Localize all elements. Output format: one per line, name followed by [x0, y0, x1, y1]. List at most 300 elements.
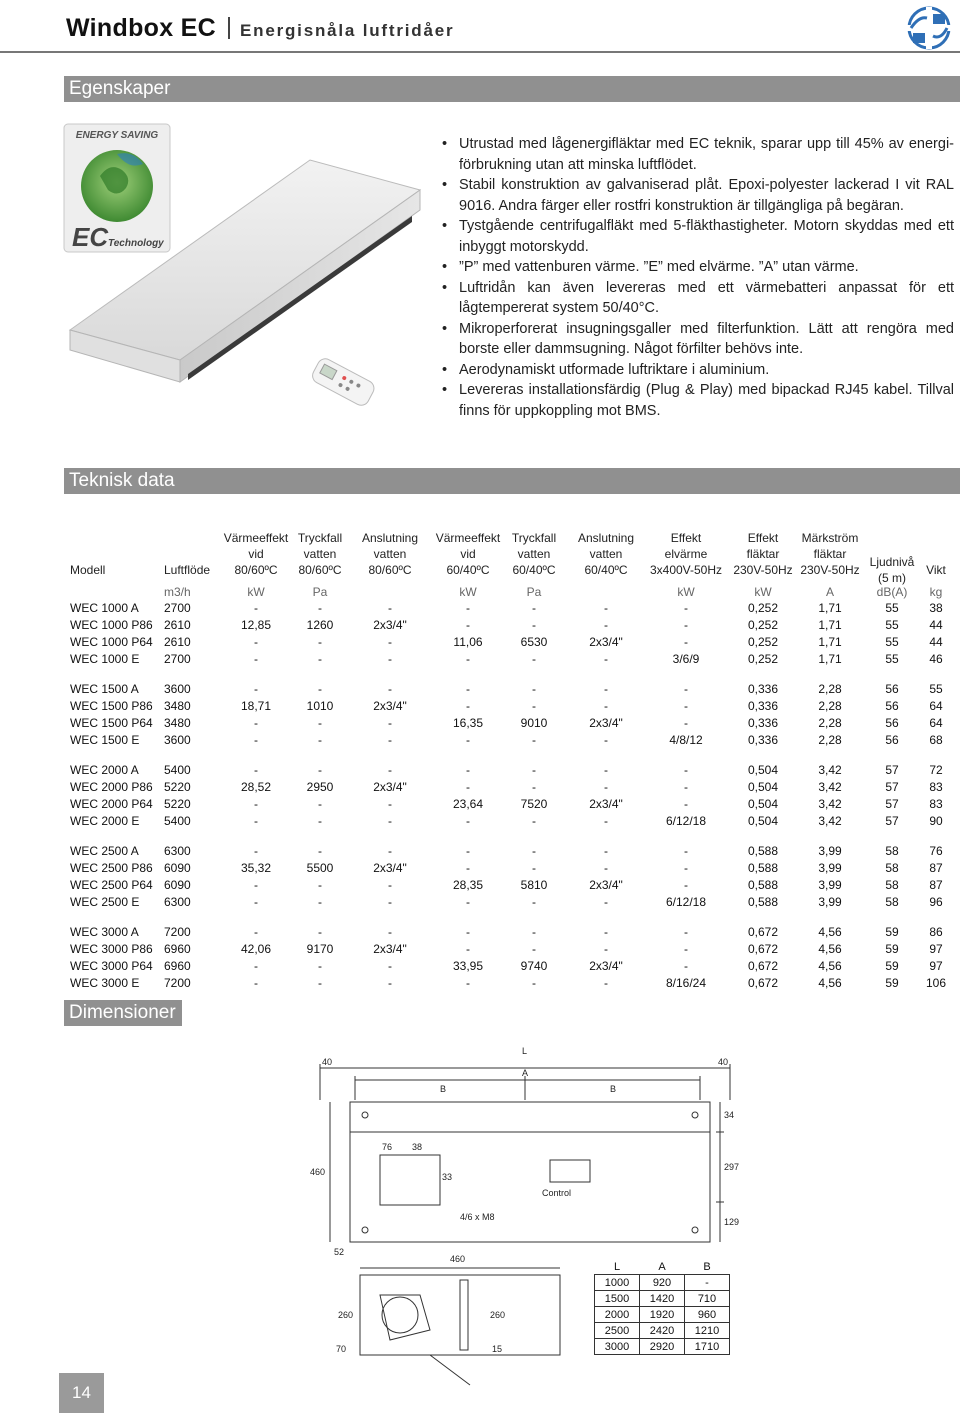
table-cell: 0,672	[747, 959, 779, 973]
table-cell: 0,252	[747, 601, 779, 615]
table-cell: -	[466, 844, 470, 858]
table-header-text: 60/40ºC	[584, 563, 628, 577]
dim-label: 297	[724, 1162, 740, 1172]
table-cell: 6090	[164, 861, 191, 875]
table-cell: 96	[929, 895, 943, 909]
table-cell: 2x3/4"	[589, 716, 623, 730]
table-header-text: 80/60ºC	[234, 563, 278, 577]
table-cell: 86	[929, 925, 943, 939]
table-cell: -	[254, 797, 258, 811]
table-cell: -	[466, 976, 470, 990]
table-cell: -	[318, 959, 322, 973]
table-row	[64, 652, 950, 669]
table-cell: 55	[929, 682, 943, 696]
model-cell: WEC 2500 P86	[70, 861, 153, 875]
table-header-text: 60/40ºC	[512, 563, 556, 577]
dim-cell: 2920	[640, 1339, 685, 1355]
table-cell: 3,42	[818, 797, 842, 811]
table-cell: 56	[885, 733, 899, 747]
table-unit: A	[825, 585, 835, 599]
table-cell: 0,672	[747, 925, 779, 939]
table-cell: -	[532, 618, 536, 632]
table-cell: -	[318, 601, 322, 615]
table-cell: 3,99	[818, 861, 842, 875]
table-cell: 2x3/4"	[373, 942, 407, 956]
holes-label: 4/6 x M8	[460, 1212, 495, 1222]
table-cell: 8/16/24	[665, 976, 707, 990]
table-cell: -	[466, 601, 470, 615]
model-cell: WEC 1000 A	[70, 601, 139, 615]
table-cell: -	[532, 652, 536, 666]
model-cell: WEC 3000 A	[70, 925, 139, 939]
table-cell: 97	[929, 942, 943, 956]
section-bar-dimensions	[64, 1000, 182, 1026]
feature-item: • Tystgående centrifugalfläkt med 5-fläkthastigheter. Motorn skyddas med ett inbyggt motorskydd.	[442, 216, 954, 257]
table-cell: 2x3/4"	[373, 618, 407, 632]
table-cell: 0,504	[747, 780, 779, 794]
dim-label: 40	[718, 1057, 729, 1067]
table-cell: -	[684, 635, 688, 649]
table-cell: 5810	[520, 878, 548, 892]
table-cell: 0,336	[747, 733, 779, 747]
table-cell: -	[388, 601, 392, 615]
table-cell: 64	[929, 699, 943, 713]
table-cell: -	[466, 814, 470, 828]
dim-cell: 2420	[640, 1323, 685, 1339]
table-row	[64, 763, 950, 780]
table-cell: 0,336	[747, 699, 779, 713]
control-label: Control	[542, 1188, 572, 1198]
table-cell: 3480	[164, 716, 191, 730]
table-cell: 57	[885, 763, 899, 777]
table-cell: 6960	[164, 942, 191, 956]
table-row	[64, 942, 950, 959]
table-cell: -	[254, 601, 258, 615]
table-unit: kW	[754, 585, 772, 599]
dim-table-header: L	[613, 1260, 621, 1273]
table-row	[64, 976, 950, 993]
model-cell: WEC 2000 P86	[70, 780, 153, 794]
table-row	[64, 895, 950, 912]
table-cell: 1,71	[818, 652, 842, 666]
header-rule	[0, 51, 960, 53]
table-cell: -	[388, 763, 392, 777]
table-cell: 58	[885, 844, 899, 858]
table-cell: -	[254, 716, 258, 730]
table-cell: -	[532, 942, 536, 956]
table-cell: -	[684, 699, 688, 713]
table-cell: 9010	[520, 716, 548, 730]
table-cell: 6090	[164, 878, 191, 892]
table-cell: -	[254, 878, 258, 892]
table-cell: -	[388, 895, 392, 909]
table-header-text: 3x400V-50Hz	[649, 563, 723, 577]
dim-label: 460	[450, 1254, 466, 1264]
table-cell: -	[604, 652, 608, 666]
table-cell: -	[604, 976, 608, 990]
model-cell: WEC 1500 A	[70, 682, 139, 696]
table-cell: -	[604, 844, 608, 858]
table-cell: 33,95	[452, 959, 484, 973]
table-header-text: Värmeeffekt	[435, 531, 501, 545]
table-header-text: Vikt	[926, 563, 946, 577]
table-cell: 35,32	[240, 861, 272, 875]
table-cell: -	[532, 733, 536, 747]
table-cell: 2700	[164, 652, 191, 666]
model-cell: WEC 2500 P64	[70, 878, 153, 892]
table-header-text: vatten	[303, 547, 337, 561]
dim-label: 38	[412, 1142, 423, 1152]
table-header-text: Luftflöde	[164, 563, 211, 577]
table-cell: 56	[885, 699, 899, 713]
feature-item: • Aerodynamiskt utformade luftriktare i aluminium.	[442, 360, 954, 381]
table-row	[64, 959, 950, 976]
table-header-text: 80/60ºC	[368, 563, 412, 577]
table-cell: 0,672	[747, 942, 779, 956]
table-cell: -	[604, 601, 608, 615]
table-cell: -	[532, 844, 536, 858]
table-cell: -	[684, 763, 688, 777]
table-cell: -	[604, 682, 608, 696]
table-header-text: Anslutning	[361, 531, 419, 545]
dimension-table	[594, 1259, 730, 1355]
dim-label: 460	[310, 1167, 326, 1177]
table-cell: 83	[929, 780, 943, 794]
table-cell: 6300	[164, 844, 191, 858]
table-cell: 3,42	[818, 780, 842, 794]
table-row	[64, 733, 950, 750]
table-cell: 2,28	[818, 682, 842, 696]
table-cell: -	[466, 925, 470, 939]
table-header-text: vatten	[373, 547, 407, 561]
table-cell: 42,06	[240, 942, 272, 956]
table-cell: -	[388, 878, 392, 892]
table-row	[64, 618, 950, 635]
dim-table-row	[595, 1339, 730, 1355]
product-image	[60, 120, 430, 420]
dim-label: 260	[338, 1310, 354, 1320]
table-header-text: Tryckfall	[511, 531, 557, 545]
table-cell: 2x3/4"	[373, 699, 407, 713]
company-logo	[903, 6, 955, 50]
table-cell: 1,71	[818, 635, 842, 649]
table-cell: 0,588	[747, 895, 779, 909]
table-cell: -	[466, 895, 470, 909]
dim-cell: 1500	[595, 1291, 640, 1307]
table-cell: 3,42	[818, 763, 842, 777]
table-row	[64, 699, 950, 716]
table-cell: 0,504	[747, 763, 779, 777]
section-bar-tech	[64, 468, 960, 494]
table-cell: -	[466, 780, 470, 794]
table-cell: -	[684, 861, 688, 875]
badge-ec-text: EC	[72, 222, 109, 252]
table-cell: -	[388, 925, 392, 939]
table-header-text: Modell	[70, 563, 106, 577]
energy-saving-badge	[64, 124, 170, 252]
table-cell: 83	[929, 797, 943, 811]
product-name: Windbox EC	[66, 14, 216, 42]
table-cell: 56	[885, 716, 899, 730]
table-cell: 3600	[164, 682, 191, 696]
table-unit: Pa	[312, 585, 328, 599]
model-cell: WEC 3000 P86	[70, 942, 153, 956]
table-header-text: vid	[460, 547, 476, 561]
table-cell: -	[604, 861, 608, 875]
table-header-text: 230V-50Hz	[800, 563, 860, 577]
table-cell: 9170	[306, 942, 334, 956]
table-header-text: (5 m)	[878, 571, 906, 585]
table-cell: 2950	[306, 780, 334, 794]
table-row	[64, 716, 950, 733]
table-cell: 5220	[164, 797, 191, 811]
table-cell: 5500	[306, 861, 334, 875]
table-cell: 0,504	[747, 814, 779, 828]
table-cell: -	[318, 635, 322, 649]
table-cell: 0,336	[747, 716, 779, 730]
table-cell: -	[532, 976, 536, 990]
table-cell: -	[604, 895, 608, 909]
product-subtitle: Energisnåla luftridåer	[240, 21, 455, 40]
tech-data-table	[64, 530, 950, 1000]
table-cell: 44	[929, 618, 943, 632]
table-cell: -	[604, 814, 608, 828]
table-cell: -	[254, 814, 258, 828]
table-unit: Pa	[526, 585, 542, 599]
page-title	[66, 14, 454, 43]
table-cell: -	[684, 844, 688, 858]
table-cell: -	[388, 652, 392, 666]
remote-control	[310, 356, 377, 408]
dim-label: 33	[442, 1172, 453, 1182]
table-cell: 18,71	[240, 699, 272, 713]
table-cell: 2,28	[818, 733, 842, 747]
table-cell: 4,56	[818, 925, 842, 939]
dim-label: 76	[382, 1142, 393, 1152]
table-cell: -	[466, 618, 470, 632]
table-cell: 4,56	[818, 976, 842, 990]
dim-table-row	[595, 1291, 730, 1307]
dim-label: 129	[724, 1217, 740, 1227]
table-header-text: 80/60ºC	[298, 563, 342, 577]
feature-list	[442, 134, 954, 421]
table-cell: -	[318, 682, 322, 696]
table-cell: 57	[885, 780, 899, 794]
table-cell: -	[318, 814, 322, 828]
table-cell: 2610	[164, 618, 191, 632]
table-cell: 0,504	[747, 797, 779, 811]
table-cell: 56	[885, 682, 899, 696]
dim-cell: 2000	[595, 1307, 640, 1323]
table-cell: 28,52	[240, 780, 272, 794]
table-row	[64, 861, 950, 878]
table-cell: -	[684, 925, 688, 939]
table-cell: 55	[885, 618, 899, 632]
table-cell: 0,252	[747, 618, 779, 632]
dim-cell: 2500	[595, 1323, 640, 1339]
table-cell: -	[466, 942, 470, 956]
model-cell: WEC 2000 P64	[70, 797, 153, 811]
table-cell: 58	[885, 861, 899, 875]
table-cell: 3600	[164, 733, 191, 747]
table-header-text: fläktar	[813, 547, 847, 561]
dim-label: 260	[490, 1310, 506, 1320]
dim-table-header: B	[703, 1260, 711, 1273]
table-cell: -	[684, 942, 688, 956]
table-cell: -	[604, 925, 608, 939]
table-cell: 12,85	[240, 618, 272, 632]
table-cell: 90	[929, 814, 943, 828]
table-cell: 87	[929, 878, 943, 892]
dim-cell: 960	[685, 1307, 730, 1323]
table-cell: -	[318, 652, 322, 666]
table-cell: 2,28	[818, 699, 842, 713]
table-cell: 46	[929, 652, 943, 666]
table-header-text: fläktar	[746, 547, 780, 561]
badge-tech-text: Technology	[108, 238, 164, 249]
table-header-text: Effekt	[670, 531, 702, 545]
dim-label: 70	[336, 1344, 347, 1354]
table-cell: -	[318, 925, 322, 939]
dim-cell: 920	[640, 1275, 685, 1291]
table-cell: -	[388, 844, 392, 858]
table-cell: -	[466, 861, 470, 875]
table-cell: -	[388, 976, 392, 990]
table-cell: 3480	[164, 699, 191, 713]
table-row	[64, 878, 950, 895]
table-cell: 3,99	[818, 895, 842, 909]
table-cell: -	[318, 976, 322, 990]
table-cell: 3,99	[818, 878, 842, 892]
dim-table-header: A	[658, 1260, 666, 1273]
table-cell: -	[254, 976, 258, 990]
table-cell: 87	[929, 861, 943, 875]
table-cell: 6300	[164, 895, 191, 909]
dim-label: B	[610, 1084, 617, 1094]
dim-cell: 710	[685, 1291, 730, 1307]
table-cell: -	[466, 652, 470, 666]
table-cell: 59	[885, 959, 899, 973]
table-cell: 1010	[306, 699, 334, 713]
model-cell: WEC 3000 E	[70, 976, 140, 990]
table-cell: -	[532, 895, 536, 909]
table-cell: 2x3/4"	[589, 797, 623, 811]
table-cell: 1260	[306, 618, 334, 632]
section-title-dimensions: Dimensioner	[69, 1002, 176, 1023]
table-cell: -	[684, 601, 688, 615]
table-cell: 11,06	[453, 635, 483, 649]
table-cell: 4,56	[818, 959, 842, 973]
table-cell: 97	[929, 959, 943, 973]
table-cell: -	[254, 652, 258, 666]
table-cell: 2x3/4"	[589, 959, 623, 973]
dim-cell: 1210	[685, 1323, 730, 1339]
table-cell: 55	[885, 635, 899, 649]
table-unit: dB(A)	[876, 585, 908, 599]
table-cell: 2700	[164, 601, 191, 615]
table-cell: 9740	[520, 959, 548, 973]
table-cell: -	[532, 682, 536, 696]
table-cell: -	[254, 635, 258, 649]
table-row	[64, 797, 950, 814]
table-cell: 28,35	[452, 878, 484, 892]
dim-label: 52	[334, 1247, 345, 1257]
table-cell: 4/8/12	[669, 733, 703, 747]
dim-label: A	[522, 1068, 529, 1078]
feature-item: • ”P” med vattenburen värme. ”E” med elvärme. ”A” utan värme.	[442, 257, 954, 278]
table-cell: -	[604, 699, 608, 713]
table-cell: 7200	[164, 976, 191, 990]
table-cell: 0,252	[747, 635, 779, 649]
table-cell: 0,672	[747, 976, 779, 990]
table-cell: 2x3/4"	[589, 635, 623, 649]
table-cell: 57	[885, 814, 899, 828]
table-cell: 5400	[164, 763, 191, 777]
table-cell: 5220	[164, 780, 191, 794]
dim-cell: 1710	[685, 1339, 730, 1355]
table-cell: -	[318, 878, 322, 892]
table-cell: 5400	[164, 814, 191, 828]
table-cell: -	[604, 618, 608, 632]
model-cell: WEC 3000 P64	[70, 959, 153, 973]
table-cell: -	[532, 763, 536, 777]
table-header-text: Effekt	[747, 531, 779, 545]
table-header-text: vatten	[517, 547, 551, 561]
table-cell: 76	[929, 844, 943, 858]
table-cell: 55	[885, 652, 899, 666]
table-cell: 4,56	[818, 942, 842, 956]
table-header-text: 60/40ºC	[446, 563, 490, 577]
title-divider	[228, 17, 230, 39]
table-cell: -	[684, 682, 688, 696]
table-cell: 1,71	[818, 618, 842, 632]
model-cell: WEC 1000 P86	[70, 618, 153, 632]
table-cell: 3,42	[818, 814, 842, 828]
table-unit: kg	[929, 585, 943, 599]
table-unit: m3/h	[164, 585, 191, 599]
table-header-text: vid	[248, 547, 264, 561]
table-cell: -	[388, 635, 392, 649]
table-cell: 68	[929, 733, 943, 747]
page-number: 14	[59, 1373, 104, 1413]
badge-top-text: ENERGY SAVING	[75, 130, 159, 141]
dim-label: L	[522, 1046, 528, 1056]
model-cell: WEC 1500 E	[70, 733, 140, 747]
table-cell: -	[604, 763, 608, 777]
table-cell: -	[684, 716, 688, 730]
table-cell: -	[388, 797, 392, 811]
table-cell: 6960	[164, 959, 191, 973]
table-cell: -	[604, 942, 608, 956]
table-cell: -	[532, 925, 536, 939]
feature-item: • Stabil konstruktion av galvaniserad plåt. Epoxi-polyester lackerad I vit RAL 9016. Andra färger eller rostfri konstruktion är tillgängliga på begäran.	[442, 175, 954, 216]
table-cell: -	[254, 925, 258, 939]
table-cell: 55	[885, 601, 899, 615]
table-cell: 0,588	[747, 861, 779, 875]
table-cell: -	[684, 878, 688, 892]
table-cell: 58	[885, 895, 899, 909]
table-cell: 23,64	[452, 797, 484, 811]
model-cell: WEC 2000 E	[70, 814, 140, 828]
table-row	[64, 780, 950, 797]
table-unit: kW	[247, 585, 265, 599]
table-row	[64, 925, 950, 942]
table-header-text: vatten	[589, 547, 623, 561]
table-cell: -	[466, 699, 470, 713]
table-cell: 59	[885, 942, 899, 956]
table-cell: 7200	[164, 925, 191, 939]
table-cell: -	[532, 861, 536, 875]
